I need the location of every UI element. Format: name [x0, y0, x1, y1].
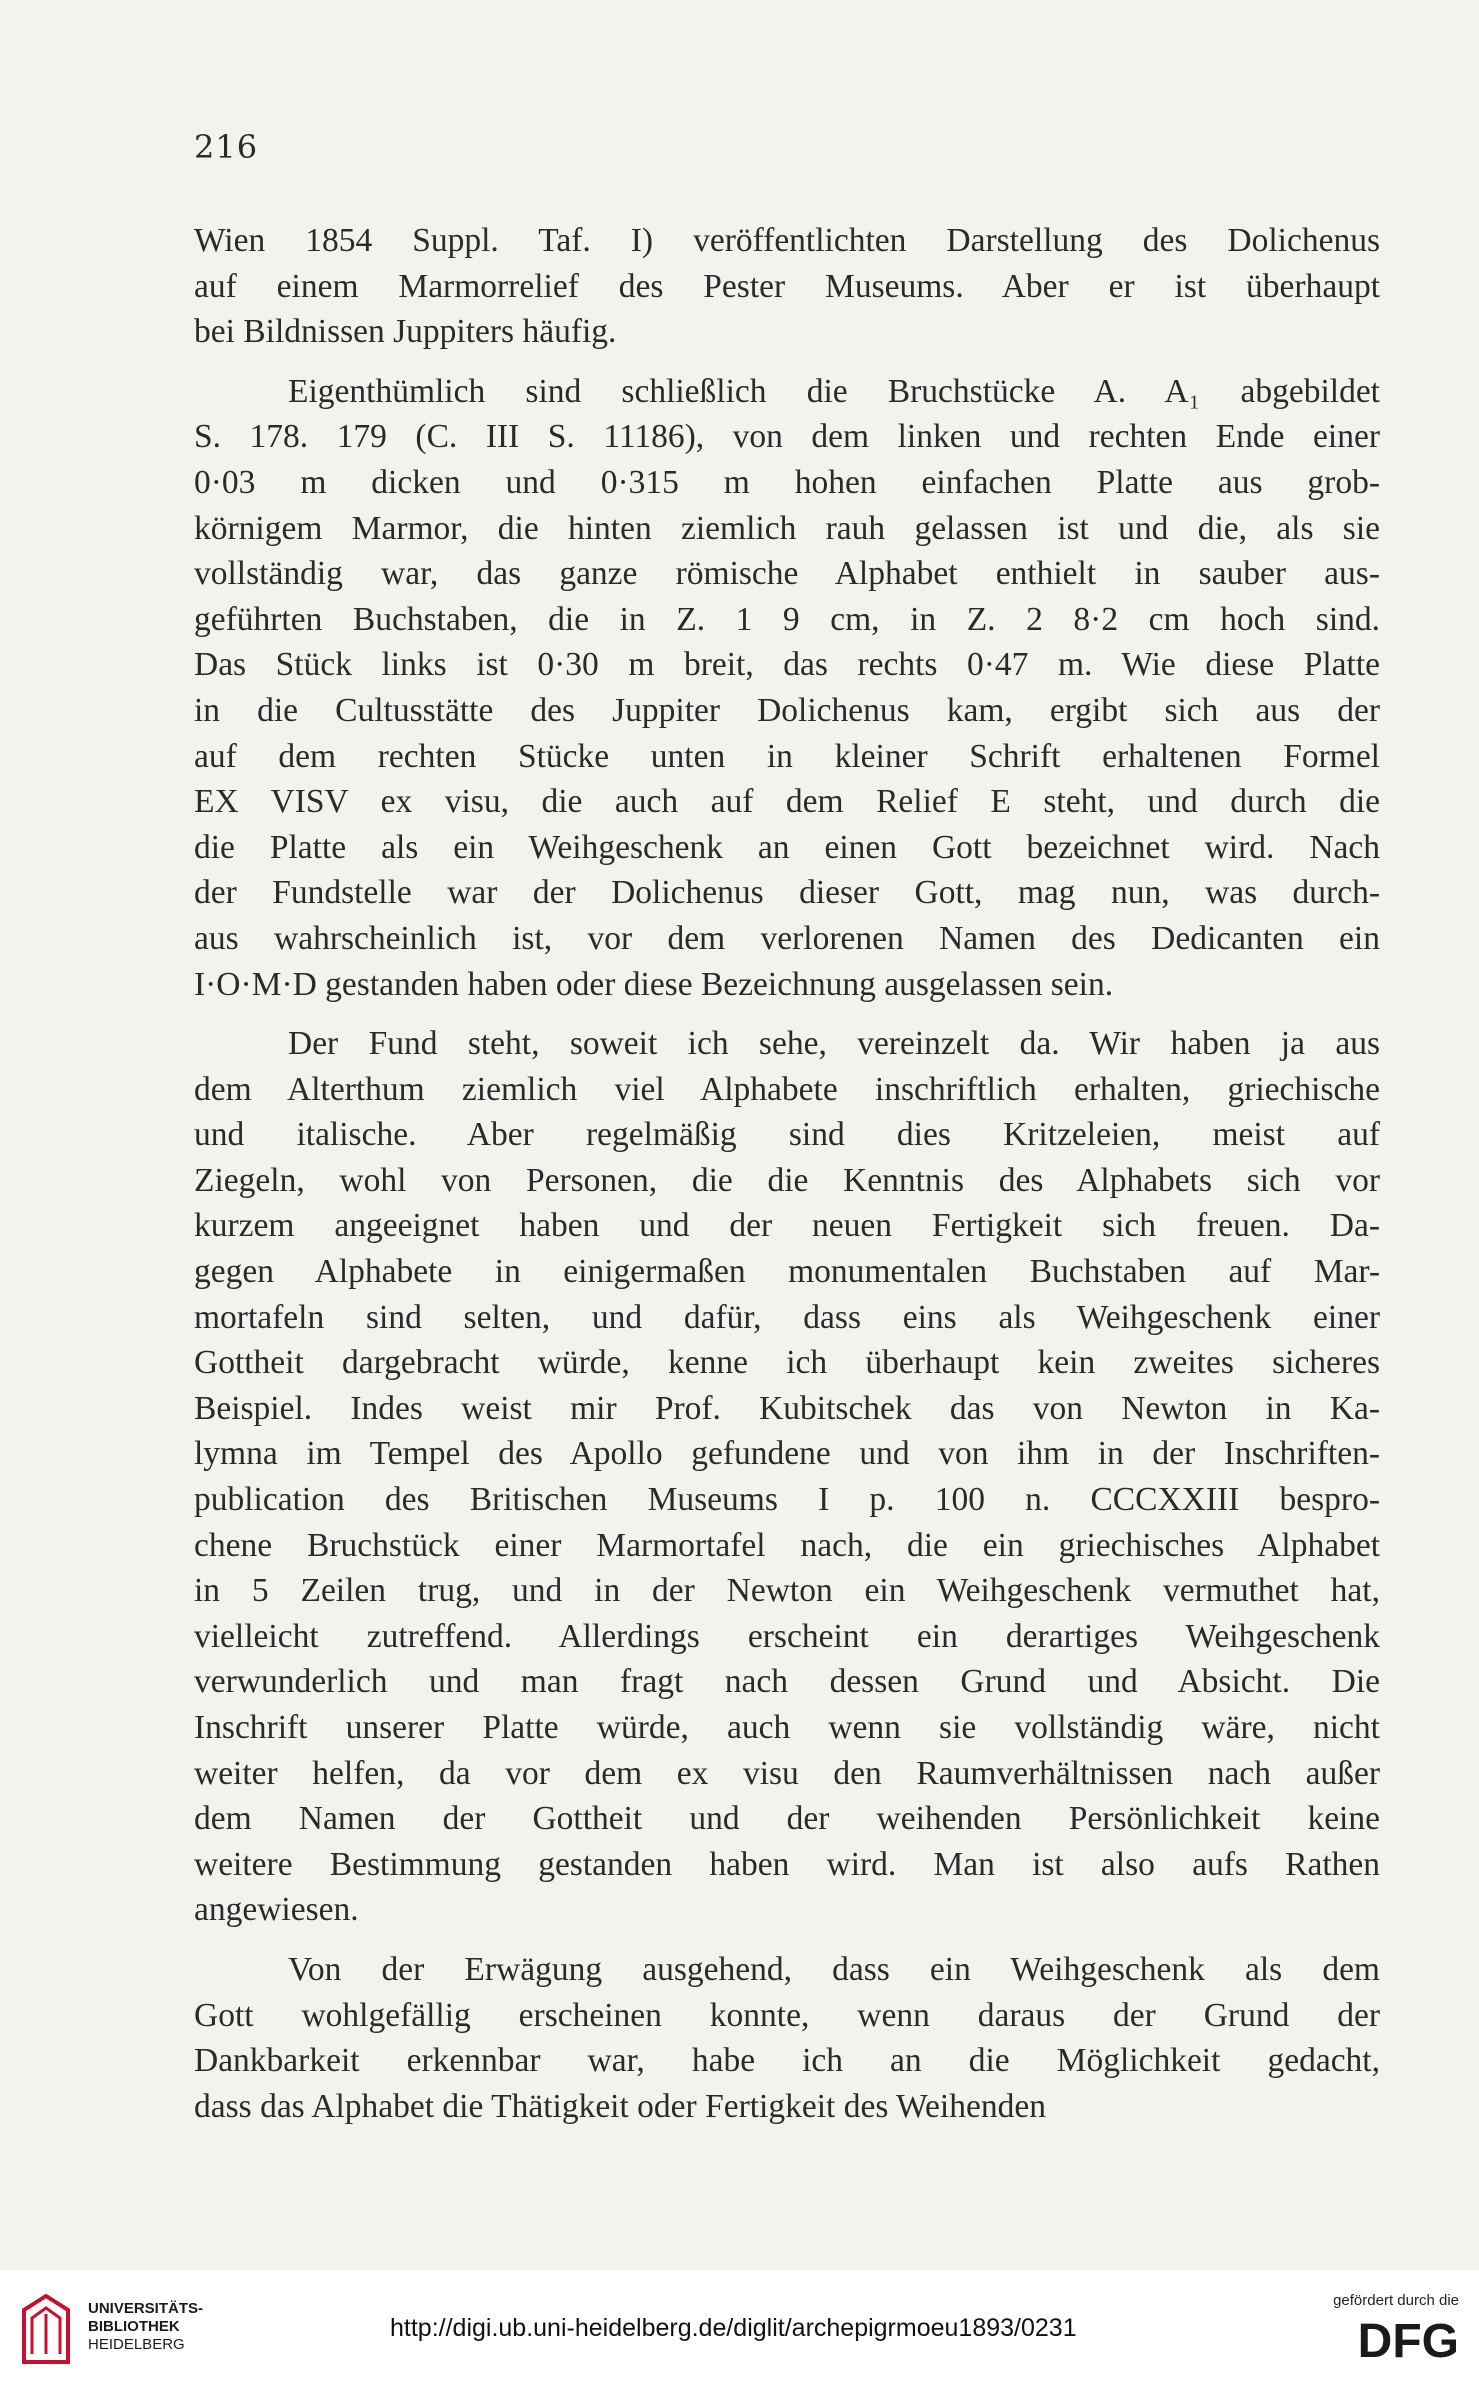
viewer-footer: [0, 2270, 1479, 2389]
text-line: Wien 1854 Suppl. Taf. I) veröffentlichten Darstellung des Dolichenus: [194, 222, 1380, 259]
paragraph: [194, 1947, 1380, 2129]
text-line: Beispiel. Indes weist mir Prof. Kubitschek das von Newton in Ka-: [194, 1389, 1380, 1427]
text-line: EX VISV ex visu, die auch auf dem Relief E steht, und durch die: [194, 783, 1380, 821]
library-name-line-1: UNIVERSITÄTS-: [88, 2300, 204, 2317]
text-line: Das Stück links ist 0·30 m breit, das rechts 0·47 m. Wie diese Platte: [194, 646, 1380, 684]
text-line: publication des Britischen Museums I p. 100 n. CCCXXIII bespro-: [194, 1481, 1380, 1519]
text-line: vielleicht zutreffend. Allerdings erscheint ein derartiges Weihgeschenk: [194, 1617, 1380, 1655]
text-line: kurzem angeeignet haben und der neuen Fertigkeit sich freuen. Da-: [194, 1207, 1380, 1245]
library-name-line-3: HEIDELBERG: [88, 2336, 185, 2353]
text-line: chene Bruchstück einer Marmortafel nach, die ein griechisches Alphabet: [194, 1526, 1380, 1564]
paragraph: [194, 218, 1380, 355]
dfg-logo-icon: [1319, 2315, 1459, 2361]
text-line: Gottheit dargebracht würde, kenne ich überhaupt kein zweites sicheres: [194, 1344, 1380, 1382]
page-number: 216: [194, 128, 259, 166]
text-line: körnigem Marmor, die hinten ziemlich rauh gelassen ist und die, als sie: [194, 509, 1380, 547]
text-line: bei Bildnissen Juppiters häufig.: [194, 313, 617, 351]
text-line: Gott wohlgefällig erscheinen konnte, wenn daraus der Grund der: [194, 1996, 1380, 2034]
text-line: lymna im Tempel des Apollo gefundene und von ihm in der Inschriften-: [194, 1435, 1380, 1473]
paragraph: [194, 1021, 1380, 1933]
university-library-logo-icon: [18, 2292, 74, 2364]
library-name: [88, 2300, 203, 2354]
text-line: dass das Alphabet die Thätigkeit oder Fertigkeit des Weihenden: [194, 2087, 1046, 2125]
text-line: der Fundstelle war der Dolichenus dieser Gott, mag nun, was durch-: [194, 874, 1380, 912]
text-line: weiter helfen, da vor dem ex visu den Raumverhältnissen nach außer: [194, 1754, 1380, 1792]
text-line: S. 178. 179 (C. III S. 11186), von dem linken und rechten Ende einer: [194, 418, 1380, 456]
text-line: geführten Buchstaben, die in Z. 1 9 cm, in Z. 2 8·2 cm hoch sind.: [194, 600, 1380, 638]
text-line: dem Namen der Gottheit und der weihenden Persönlichkeit keine: [194, 1800, 1380, 1838]
text-line: in 5 Zeilen trug, und in der Newton ein Weihgeschenk vermuthet hat,: [194, 1572, 1380, 1610]
text-line: weitere Bestimmung gestanden haben wird. Man ist also aufs Rathen: [194, 1845, 1380, 1883]
permalink-url[interactable]: http://digi.ub.uni-heidelberg.de/diglit/archepigrmoeu1893/0231: [390, 2314, 1077, 2342]
library-name-line-2: BIBLIOTHEK: [88, 2318, 180, 2335]
text-line: angewiesen.: [194, 1891, 359, 1929]
text-line: gegen Alphabete in einigermaßen monumentalen Buchstaben auf Mar-: [194, 1253, 1380, 1291]
text-line: auf dem rechten Stücke unten in kleiner Schrift erhaltenen Formel: [194, 737, 1380, 775]
text-line: auf einem Marmorrelief des Pester Museums. Aber er ist überhaupt: [194, 267, 1380, 305]
text-line: Der Fund steht, soweit ich sehe, vereinzelt da. Wir haben ja aus: [288, 1025, 1380, 1063]
text-line: die Platte als ein Weihgeschenk an einen Gott bezeichnet wird. Nach: [194, 828, 1380, 866]
text-line: mortafeln sind selten, und dafür, dass eins als Weihgeschenk einer: [194, 1298, 1380, 1336]
text-line: Eigenthümlich sind schließlich die Bruchstücke A. A₁ abgebildet: [288, 372, 1380, 410]
text-line: Von der Erwägung ausgehend, dass ein Weihgeschenk als dem: [288, 1950, 1380, 1988]
text-line: Inschrift unserer Platte würde, auch wenn sie vollständig wäre, nicht: [194, 1709, 1380, 1746]
funding-text: gefördert durch die: [1333, 2292, 1459, 2309]
text-line: aus wahrscheinlich ist, vor dem verlorenen Namen des Dedicanten ein: [194, 919, 1380, 957]
funding-notice: [1289, 2292, 1459, 2361]
text-line: vollständig war, das ganze römische Alphabet enthielt in sauber aus-: [194, 555, 1380, 593]
text-line: verwunderlich und man fragt nach dessen Grund und Absicht. Die: [194, 1663, 1380, 1701]
dfg-logo-text: DFG: [1357, 2315, 1459, 2361]
text-line: Dankbarkeit erkennbar war, habe ich an die Möglichkeit gedacht,: [194, 2042, 1380, 2080]
text-line: und italische. Aber regelmäßig sind dies Kritzeleien, meist auf: [194, 1116, 1380, 1154]
text-line: 0·03 m dicken und 0·315 m hohen einfachen Platte aus grob-: [194, 463, 1380, 501]
body-text: [194, 218, 1380, 2143]
text-line: dem Alterthum ziemlich viel Alphabete inschriftlich erhalten, griechische: [194, 1070, 1380, 1108]
paragraph: [194, 369, 1380, 1007]
text-line: in die Cultusstätte des Juppiter Dolichenus kam, ergibt sich aus der: [194, 691, 1380, 729]
text-line: Ziegeln, wohl von Personen, die die Kenntnis des Alphabets sich vor: [194, 1161, 1380, 1199]
text-line: I·O·M·D gestanden haben oder diese Bezeichnung ausgelassen sein.: [194, 965, 1114, 1003]
